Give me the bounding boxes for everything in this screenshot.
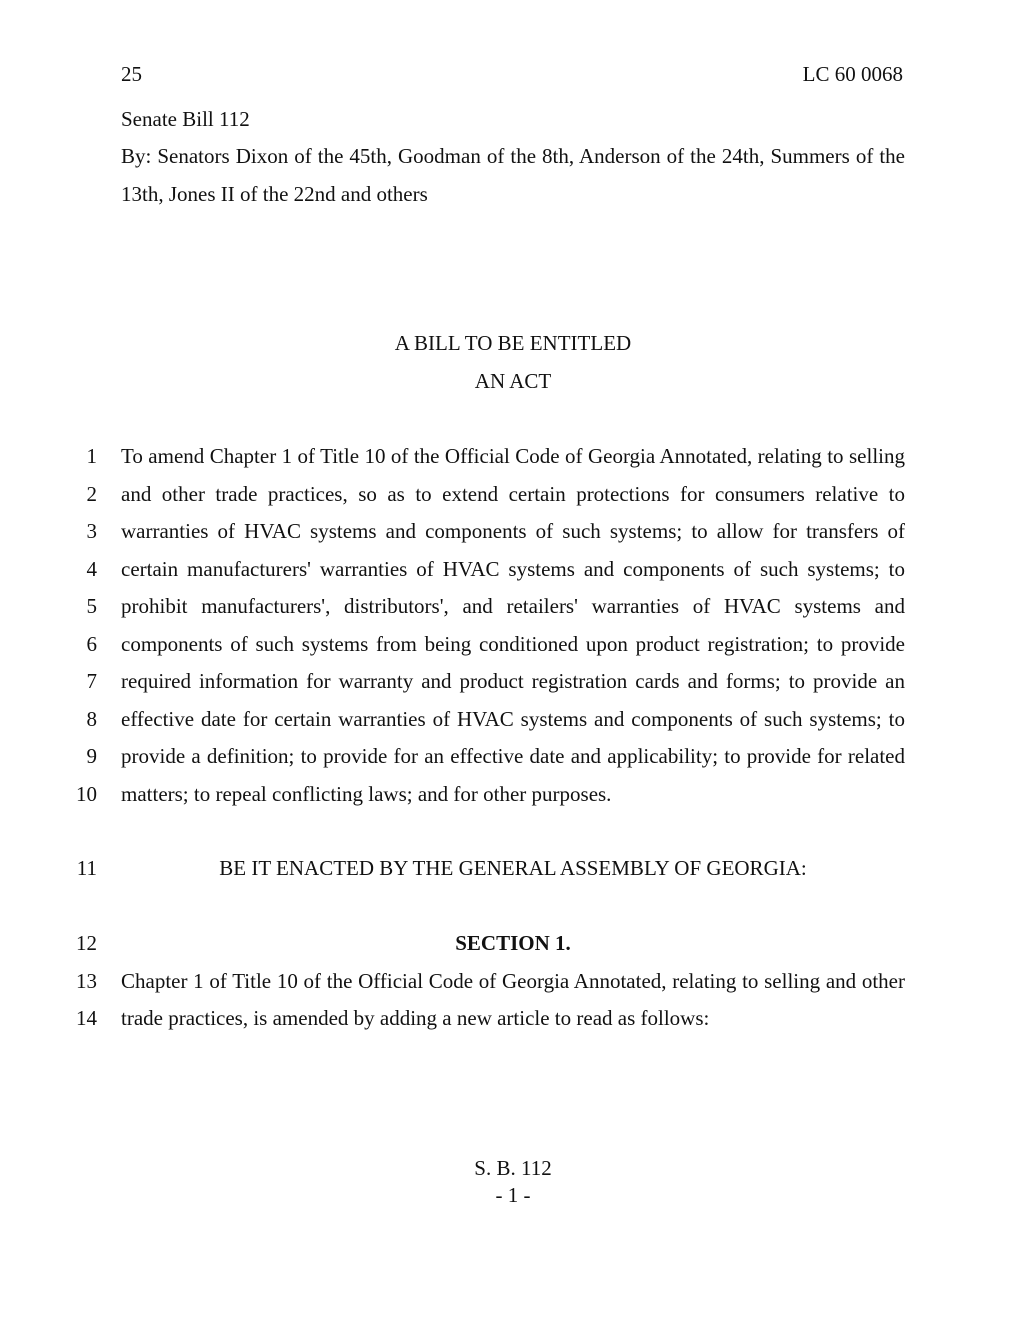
enacting-clause: BE IT ENACTED BY THE GENERAL ASSEMBLY OF GEORGIA: — [219, 856, 807, 880]
line-number: 10 — [76, 782, 97, 806]
page-number: - 1 - — [495, 1183, 531, 1207]
section-heading: SECTION 1. — [455, 931, 571, 955]
line-number: 9 — [86, 744, 97, 768]
bill-line: To amend Chapter 1 of Title 10 of the Official Code of Georgia Annotated, relating to selling — [121, 444, 905, 468]
footer-bill-number: S. B. 112 — [474, 1156, 552, 1180]
bill-line: matters; to repeal conflicting laws; and for other purposes. — [121, 782, 612, 806]
bill-line: certain manufacturers' warranties of HVAC systems and components of such systems; to — [121, 557, 905, 581]
bill-title-line-2: AN ACT — [474, 369, 552, 393]
line-number: 8 — [86, 707, 97, 731]
line-number: 6 — [86, 632, 97, 656]
bill-title-line-1: A BILL TO BE ENTITLED — [394, 331, 632, 355]
line-number: 1 — [86, 444, 97, 468]
bill-line: Chapter 1 of Title 10 of the Official Code of Georgia Annotated, relating to selling and other — [121, 969, 905, 993]
bill-line: warranties of HVAC systems and components of such systems; to allow for transfers of — [121, 519, 905, 543]
bill-line: provide a definition; to provide for an effective date and applicability; to provide for related — [121, 744, 905, 768]
line-number: 2 — [86, 482, 97, 506]
bill-line: effective date for certain warranties of HVAC systems and components of such systems; to — [121, 707, 905, 731]
line-number: 5 — [86, 594, 97, 618]
bill-line: required information for warranty and product registration cards and forms; to provide an — [121, 669, 905, 693]
line-number: 12 — [76, 931, 97, 955]
line-number: 13 — [76, 969, 97, 993]
sponsors-line-2: 13th, Jones II of the 22nd and others — [121, 182, 428, 206]
bill-number: Senate Bill 112 — [121, 107, 250, 131]
document-year: 25 — [121, 62, 142, 86]
line-number: 14 — [76, 1006, 97, 1030]
line-number: 4 — [86, 557, 97, 581]
line-number: 3 — [86, 519, 97, 543]
bill-line: prohibit manufacturers', distributors', and retailers' warranties of HVAC systems and — [121, 594, 905, 618]
lc-number: LC 60 0068 — [802, 62, 903, 86]
bill-line: and other trade practices, so as to extend certain protections for consumers relative to — [121, 482, 905, 506]
bill-line: components of such systems from being conditioned upon product registration; to provide — [121, 632, 905, 656]
line-number: 7 — [86, 669, 97, 693]
sponsors-line-1: By: Senators Dixon of the 45th, Goodman of the 8th, Anderson of the 24th, Summers of the — [121, 144, 905, 168]
bill-line: trade practices, is amended by adding a new article to read as follows: — [121, 1006, 710, 1030]
line-number: 11 — [76, 856, 97, 880]
